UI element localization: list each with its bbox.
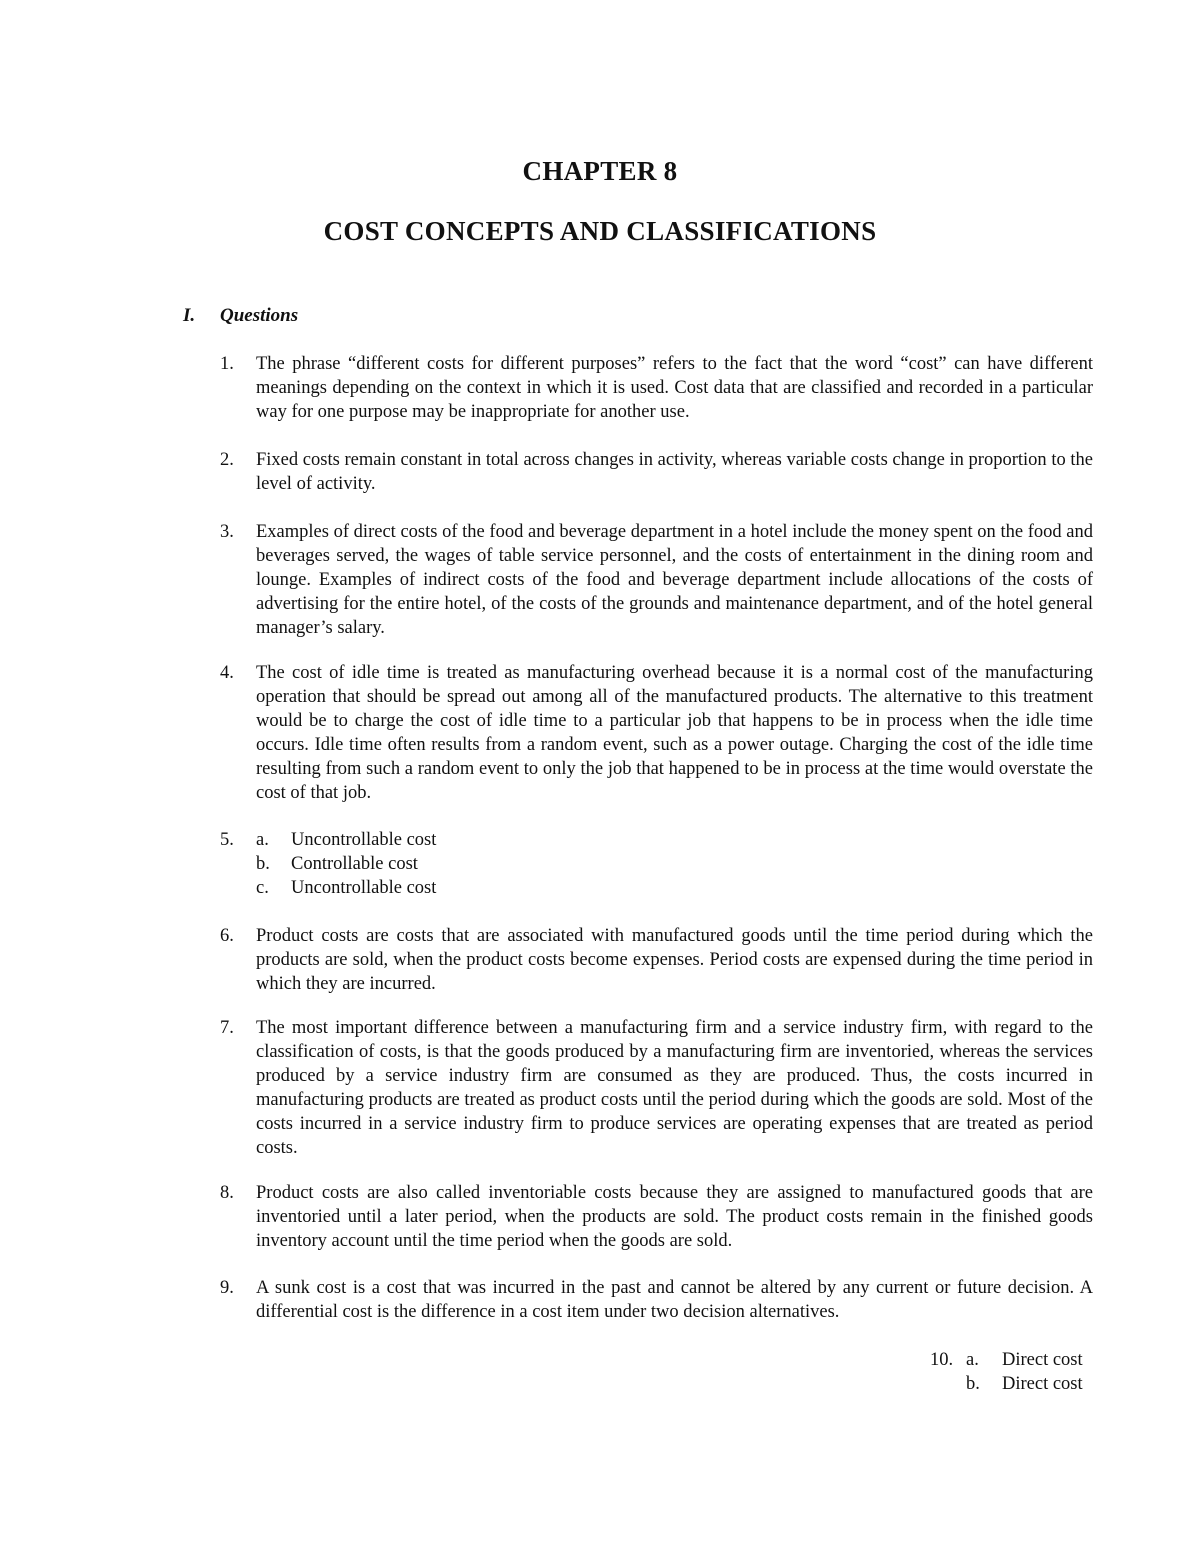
sub-answer-text: Uncontrollable cost xyxy=(291,830,437,850)
question-number: 2. xyxy=(220,450,234,470)
sub-answer-label: a. xyxy=(256,830,269,850)
chapter-heading: CHAPTER 8 xyxy=(522,156,678,186)
section-label: Questions xyxy=(220,305,299,326)
sub-answer-label: b. xyxy=(256,854,270,874)
chapter-title: COST CONCEPTS AND CLASSIFICATIONS xyxy=(323,216,877,246)
sub-answer xyxy=(0,852,1200,876)
sub-answer-text: Direct cost xyxy=(1002,1374,1083,1394)
question-number: 1. xyxy=(220,354,234,374)
question-text: A sunk cost is a cost that was incurred in the past and cannot be altered by any current or future decision. A differential cost is the difference in a cost item under two decision alternatives. xyxy=(256,1278,1093,1322)
sub-answer xyxy=(0,828,1200,852)
question-text: The most important difference between a manufacturing firm and a service industry firm, with regard to the classification of costs, is that the goods produced by a manufacturing firm are inventoried, whereas the services produced by a service industry firm are consumed as they are produced. Thus, the costs incurred in manufacturing products are treated as product costs until the period during which the goods are sold. Most of the costs incurred in a service industry firm to produce services are operating expenses that are treated as period costs. xyxy=(256,1018,1093,1158)
question-number: 7. xyxy=(220,1018,234,1038)
question-item xyxy=(0,828,1200,900)
question-text: The cost of idle time is treated as manufacturing overhead because it is a normal cost of the manufacturing operation that should be spread out among all of the manufactured products. The alternative to this treatment would be to charge the cost of idle time to a particular job that happens to be in process when the idle time occurs. Idle time often results from a random event, such as a power outage. Charging the cost of the idle time resulting from such a random event to only the job that happened to be in process at the time would overstate the cost of that job. xyxy=(256,663,1093,803)
question-number: 9. xyxy=(220,1278,234,1298)
question-number: 10. xyxy=(930,1350,954,1370)
sub-answer-text: Direct cost xyxy=(1002,1350,1083,1370)
question-text: Product costs are also called inventoriable costs because they are assigned to manufactured goods that are inventoried until a later period, when the products are sold. The product costs remain in the finished goods inventory account until the time period when the goods are sold. xyxy=(256,1183,1093,1251)
sub-answer xyxy=(0,876,1200,900)
section-number: I. xyxy=(183,305,196,326)
question-number: 3. xyxy=(220,522,234,542)
question-number: 5. xyxy=(220,830,234,850)
question-text: Product costs are costs that are associated with manufactured goods until the time period during which the products are sold, when the product costs become expenses. Period costs are expensed during the time period in which they are incurred. xyxy=(256,926,1093,994)
question-number: 8. xyxy=(220,1183,234,1203)
question-text: Examples of direct costs of the food and beverage department in a hotel include the money spent on the food and beverages served, the wages of table service personnel, and the costs of entertainment in the dining room and lounge. Examples of indirect costs of the food and beverage department include allocations of the costs of advertising for the entire hotel, of the costs of the grounds and maintenance department, and of the hotel general manager’s salary. xyxy=(256,522,1093,638)
question-number: 4. xyxy=(220,663,234,683)
question-text: Fixed costs remain constant in total across changes in activity, whereas variable costs change in proportion to the level of activity. xyxy=(256,450,1093,494)
sub-answer-label: a. xyxy=(966,1350,979,1370)
sub-answer-label: b. xyxy=(966,1374,980,1394)
section-heading xyxy=(183,305,298,327)
question-number: 6. xyxy=(220,926,234,946)
question-text: The phrase “different costs for different purposes” refers to the fact that the word “cost” can have different meanings depending on the context in which it is used. Cost data that are classified and recorded in a particular way for one purpose may be inappropriate for another use. xyxy=(256,354,1093,422)
sub-answer-text: Controllable cost xyxy=(291,854,418,874)
sub-answer-label: c. xyxy=(256,878,269,898)
sub-answer-text: Uncontrollable cost xyxy=(291,878,437,898)
